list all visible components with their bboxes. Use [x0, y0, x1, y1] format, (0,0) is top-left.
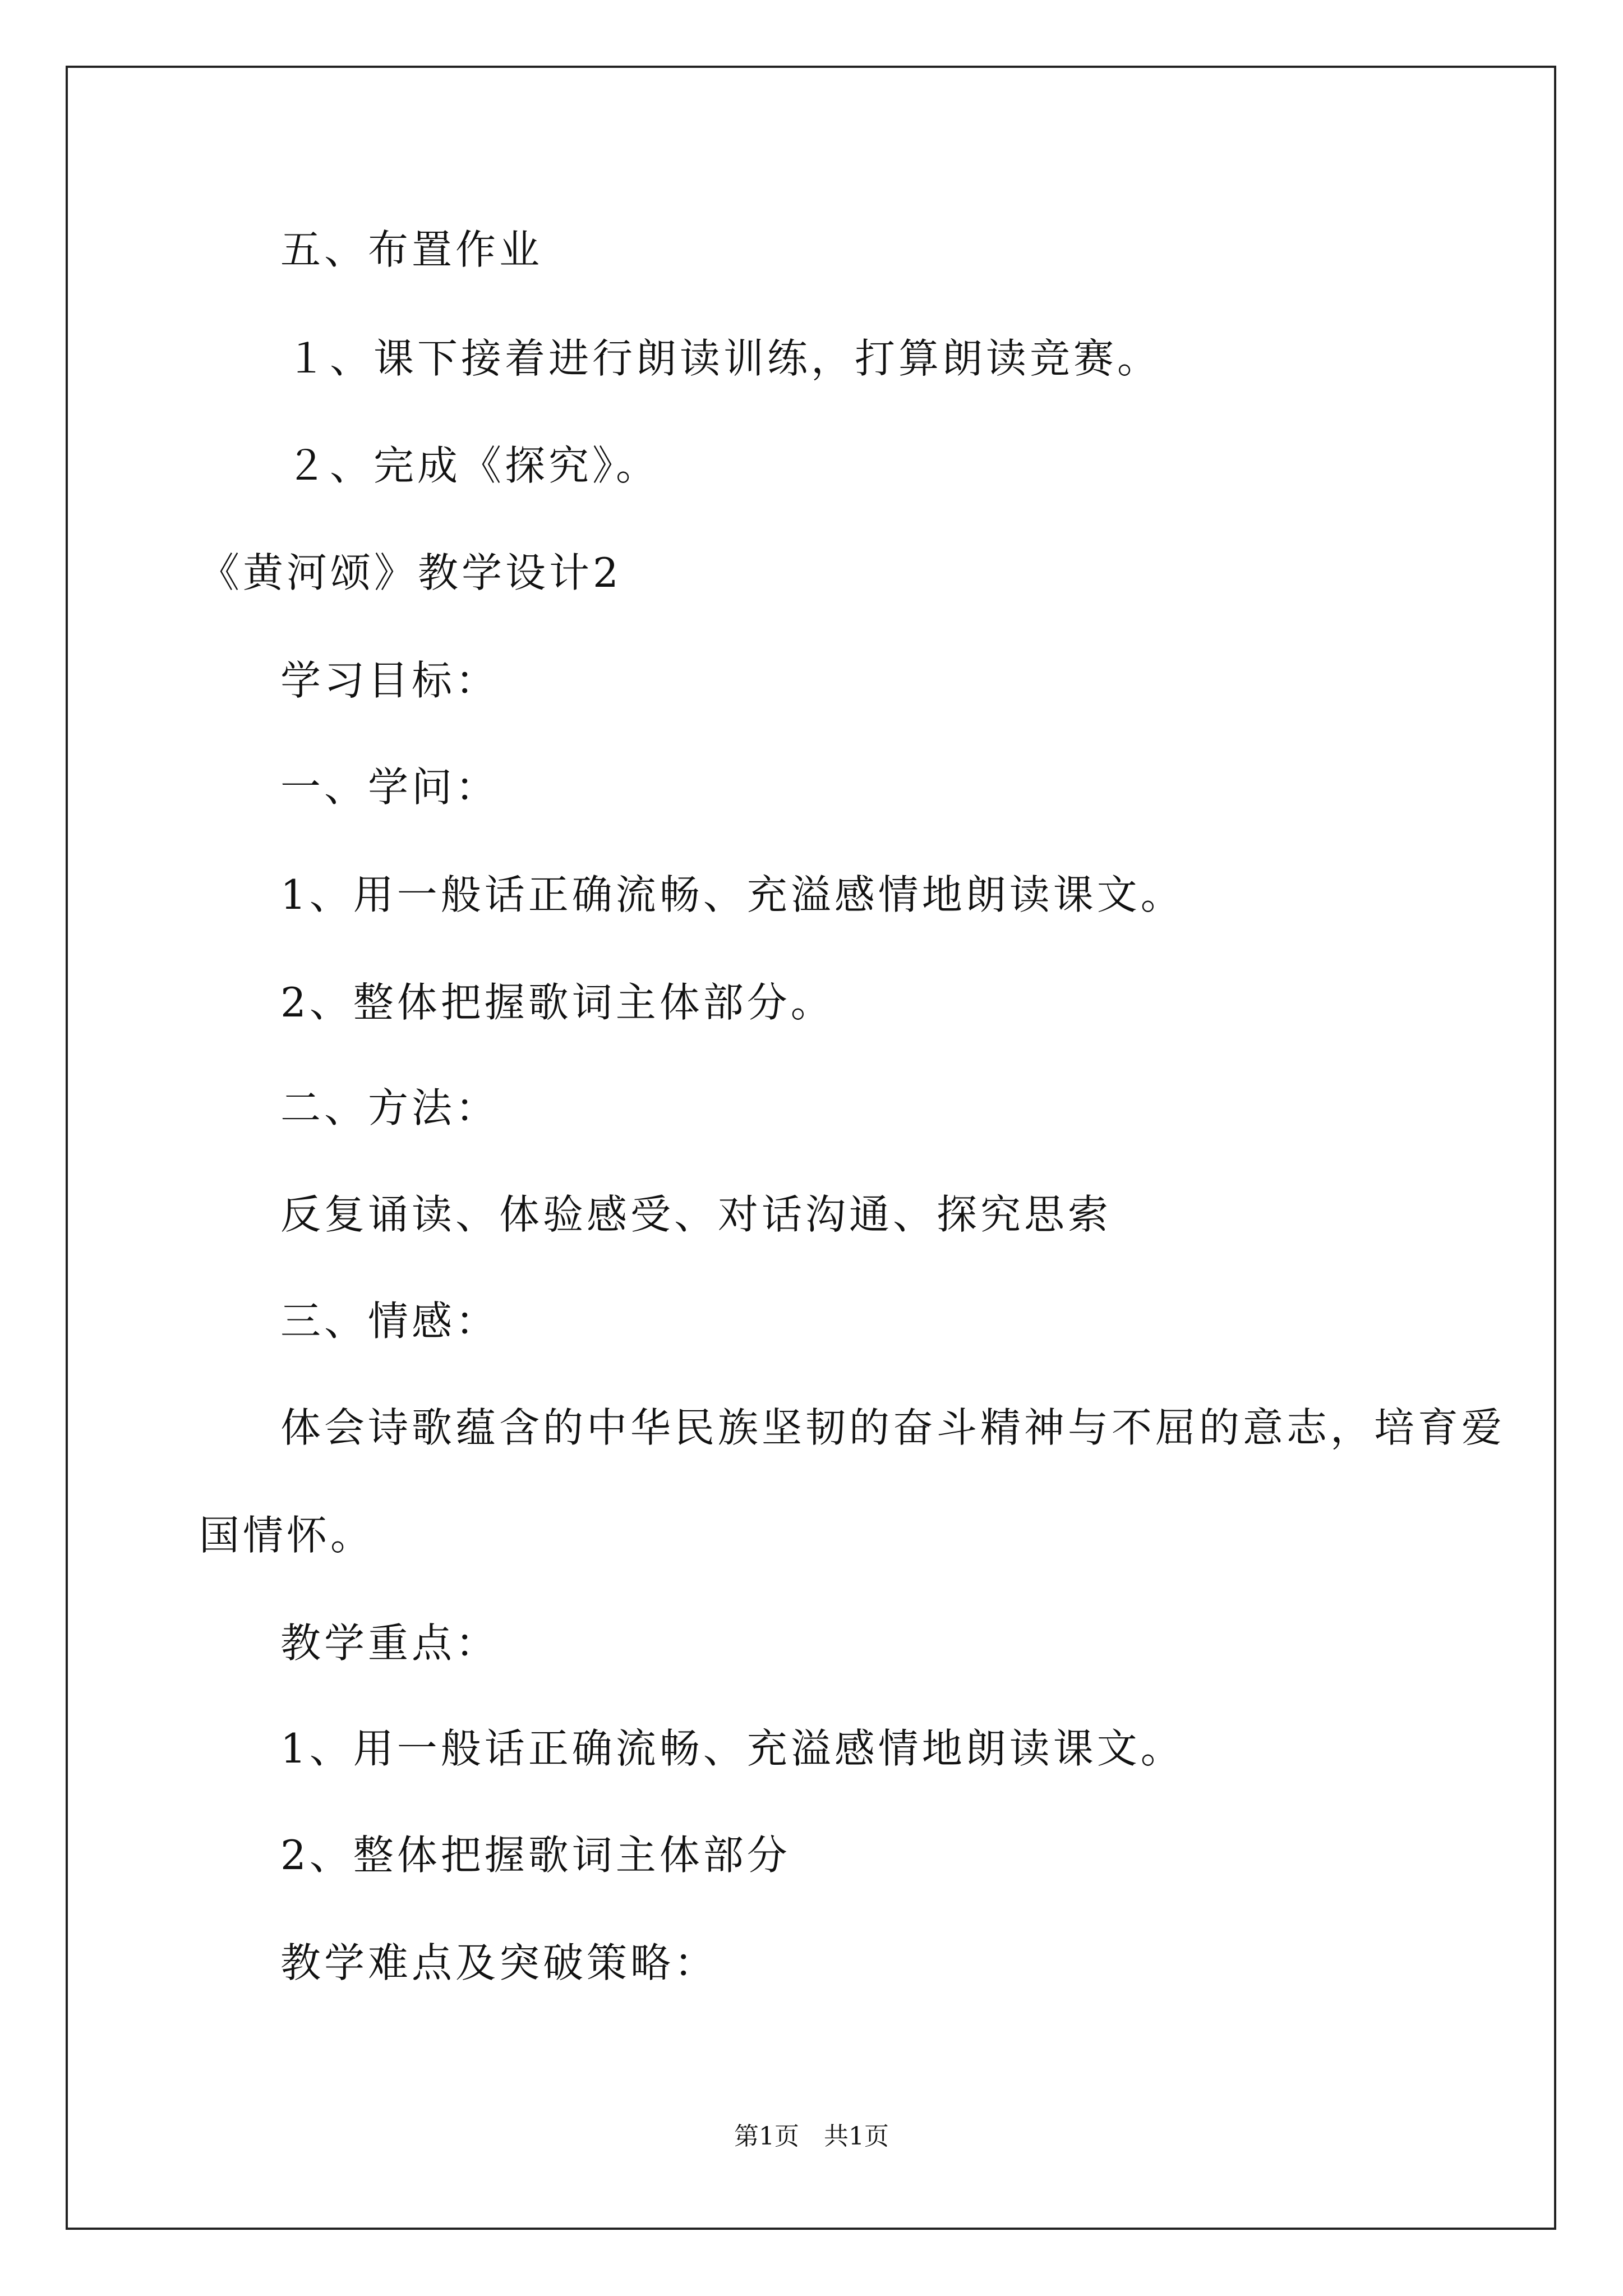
document-title: 《黄河颂》教学设计2 [199, 549, 622, 596]
objective-knowledge-heading: 一、学问： [280, 763, 500, 811]
objective-emotion-heading: 三、情感： [280, 1297, 500, 1345]
section-heading-assignment: 五、布置作业 [280, 226, 543, 273]
knowledge-item-2: 2、整体把握歌词主体部分。 [280, 979, 834, 1026]
page-total: 共1页 [824, 2122, 889, 2151]
method-text: 反复诵读、体验感受、对话沟通、探究思索 [280, 1191, 1112, 1238]
page-frame [66, 66, 1556, 2230]
page-footer [0, 2122, 1623, 2152]
learning-objectives-heading: 学习目标： [280, 657, 500, 704]
emotion-text-line-1: 体会诗歌蕴含的中华民族坚韧的奋斗精神与不屈的意志，培育爱 [280, 1404, 1506, 1451]
emotion-text-line-2: 国情怀。 [199, 1512, 375, 1559]
key-point-item-2: 2、整体把握歌词主体部分 [280, 1832, 791, 1879]
key-point-item-1: 1、用一般话正确流畅、充溢感情地朗读课文。 [280, 1725, 1184, 1772]
page-number: 第1页 [734, 2122, 799, 2151]
key-points-heading: 教学重点： [280, 1619, 500, 1667]
knowledge-item-1: 1、用一般话正确流畅、充溢感情地朗读课文。 [280, 871, 1184, 918]
assignment-item-1: １、课下接着进行朗读训练，打算朗读竞赛。 [286, 335, 1161, 382]
difficulties-heading: 教学难点及突破策略： [280, 1939, 718, 1986]
assignment-item-2: ２、完成《探究》。 [286, 442, 660, 489]
objective-method-heading: 二、方法： [280, 1084, 500, 1131]
